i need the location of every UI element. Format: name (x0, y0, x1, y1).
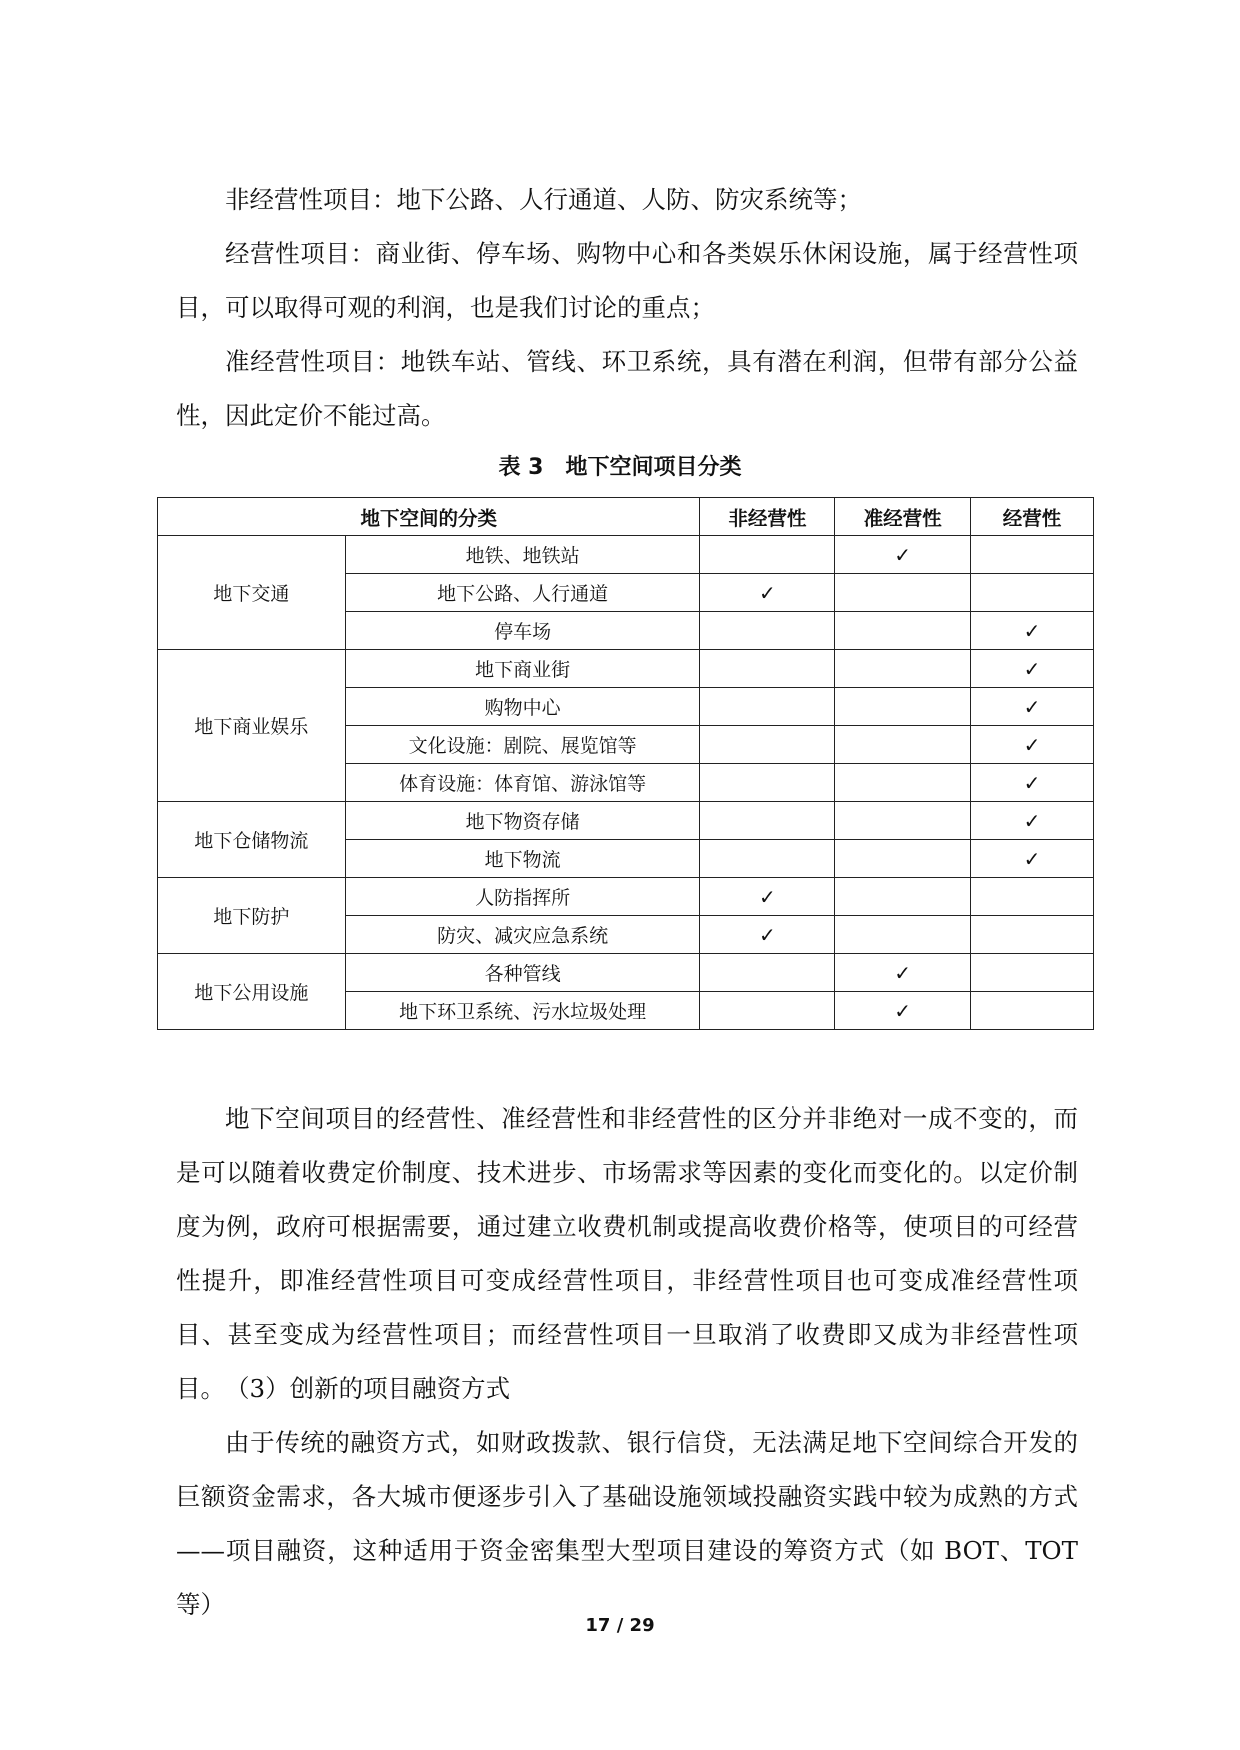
cell-non-operating (700, 878, 835, 916)
cell-non-operating (700, 612, 835, 650)
cell-operating (971, 802, 1094, 840)
paragraph-quasi-operating: 准经营性项目：地铁车站、管线、环卫系统，具有潜在利润，但带有部分公益性，因此定价不能过高。 (176, 347, 1078, 430)
category-cell: 地下商业娱乐 (158, 650, 346, 802)
category-cell: 地下公用设施 (158, 954, 346, 1030)
cell-operating (971, 612, 1094, 650)
header-quasi-operating: 准经营性 (835, 498, 971, 536)
header-classification: 地下空间的分类 (158, 498, 700, 536)
check-mark-icon: ✓ (758, 884, 776, 909)
cell-quasi-operating (835, 802, 971, 840)
table-header-row (158, 498, 1094, 536)
cell-operating (971, 688, 1094, 726)
classification-table (157, 497, 1094, 1030)
cell-non-operating (700, 536, 835, 574)
item-name-cell: 防灾、减灾应急系统 (345, 916, 700, 954)
check-mark-icon: ✓ (894, 998, 912, 1023)
page-number: 17 / 29 (585, 1615, 655, 1636)
cell-quasi-operating (835, 688, 971, 726)
cell-quasi-operating (835, 574, 971, 612)
table-row (158, 650, 1094, 688)
item-name-cell: 停车场 (345, 612, 700, 650)
cell-quasi-operating (835, 650, 971, 688)
category-cell: 地下交通 (158, 536, 346, 650)
cell-operating (971, 878, 1094, 916)
cell-operating (971, 992, 1094, 1030)
item-name-cell: 地下公路、人行通道 (345, 574, 700, 612)
check-mark-icon: ✓ (1023, 694, 1041, 719)
table-row (158, 802, 1094, 840)
item-name-cell: 地铁、地铁站 (345, 536, 700, 574)
cell-quasi-operating (835, 916, 971, 954)
cell-quasi-operating (835, 764, 971, 802)
header-operating: 经营性 (971, 498, 1094, 536)
cell-operating (971, 574, 1094, 612)
item-name-cell: 地下环卫系统、污水垃圾处理 (345, 992, 700, 1030)
check-mark-icon: ✓ (1023, 808, 1041, 833)
table-row (158, 878, 1094, 916)
cell-non-operating (700, 688, 835, 726)
item-name-cell: 购物中心 (345, 688, 700, 726)
item-name-cell: 文化设施：剧院、展览馆等 (345, 726, 700, 764)
paragraph-financing: 由于传统的融资方式，如财政拨款、银行信贷，无法满足地下空间综合开发的巨额资金需求，各大城市便逐步引入了基础设施领域投融资实践中较为成熟的方式——项目融资，这种适用于资金密集型大型项目建设的筹资方式（如 BOT、TOT 等） (176, 1428, 1078, 1619)
paragraph-operating: 经营性项目：商业街、停车场、购物中心和各类娱乐休闲设施，属于经营性项目，可以取得可观的利润，也是我们讨论的重点； (176, 239, 1078, 322)
check-mark-icon: ✓ (758, 922, 776, 947)
cell-operating (971, 726, 1094, 764)
cell-quasi-operating (835, 726, 971, 764)
cell-non-operating (700, 992, 835, 1030)
cell-non-operating (700, 954, 835, 992)
check-mark-icon: ✓ (1023, 732, 1041, 757)
section-heading-financing: （3）创新的项目融资方式 (225, 1374, 511, 1403)
category-cell: 地下仓储物流 (158, 802, 346, 878)
item-name-cell: 地下物资存储 (345, 802, 700, 840)
check-mark-icon: ✓ (1023, 770, 1041, 795)
cell-operating (971, 650, 1094, 688)
cell-operating (971, 954, 1094, 992)
cell-non-operating (700, 726, 835, 764)
item-name-cell: 地下商业街 (345, 650, 700, 688)
cell-quasi-operating (835, 954, 971, 992)
item-name-cell: 体育设施：体育馆、游泳馆等 (345, 764, 700, 802)
cell-non-operating (700, 764, 835, 802)
cell-non-operating (700, 650, 835, 688)
paragraph-distinction: 地下空间项目的经营性、准经营性和非经营性的区分并非绝对一成不变的，而是可以随着收费定价制度、技术进步、市场需求等因素的变化而变化的。以定价制度为例，政府可根据需要，通过建立收费机制或提高收费价格等，使项目的可经营性提升，即准经营性项目可变成经营性项目，非经营性项目也可变成准经营性项目、甚至变成为经营性项目；而经营性项目一旦取消了收费即又成为非经营性项目。 (176, 1104, 1078, 1403)
check-mark-icon: ✓ (758, 580, 776, 605)
table-row (158, 954, 1094, 992)
header-non-operating: 非经营性 (700, 498, 835, 536)
cell-non-operating (700, 802, 835, 840)
category-cell: 地下防护 (158, 878, 346, 954)
cell-quasi-operating (835, 992, 971, 1030)
cell-quasi-operating (835, 536, 971, 574)
table-title: 表 3 地下空间项目分类 (498, 455, 742, 480)
cell-quasi-operating (835, 840, 971, 878)
check-mark-icon: ✓ (1023, 846, 1041, 871)
paragraph-non-operating: 非经营性项目：地下公路、人行通道、人防、防灾系统等； (225, 185, 862, 214)
check-mark-icon: ✓ (894, 960, 912, 985)
cell-operating (971, 840, 1094, 878)
check-mark-icon: ✓ (894, 542, 912, 567)
table-row (158, 536, 1094, 574)
cell-operating (971, 916, 1094, 954)
cell-non-operating (700, 574, 835, 612)
check-mark-icon: ✓ (1023, 656, 1041, 681)
table-body (158, 536, 1094, 1030)
cell-operating (971, 764, 1094, 802)
cell-non-operating (700, 916, 835, 954)
cell-non-operating (700, 840, 835, 878)
cell-quasi-operating (835, 612, 971, 650)
item-name-cell: 地下物流 (345, 840, 700, 878)
cell-operating (971, 536, 1094, 574)
item-name-cell: 各种管线 (345, 954, 700, 992)
item-name-cell: 人防指挥所 (345, 878, 700, 916)
cell-quasi-operating (835, 878, 971, 916)
check-mark-icon: ✓ (1023, 618, 1041, 643)
